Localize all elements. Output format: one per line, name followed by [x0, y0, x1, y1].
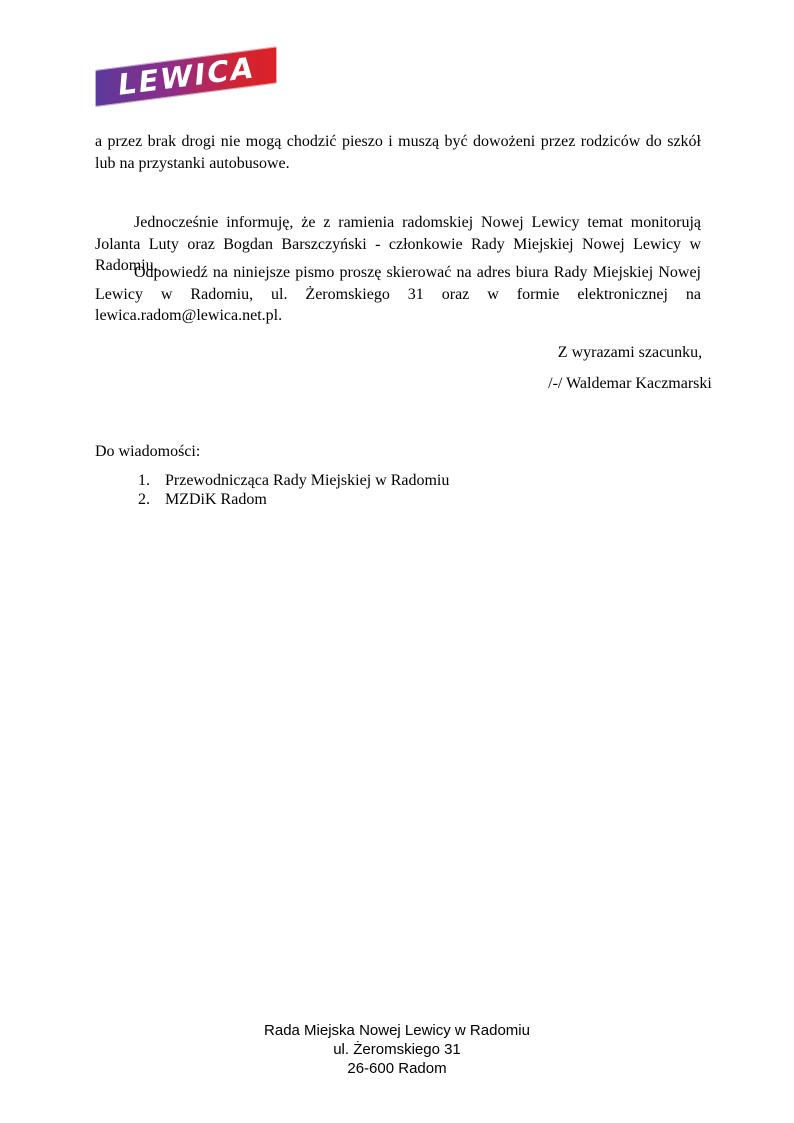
footer-line-street: ul. Żeromskiego 31 — [333, 1041, 461, 1058]
list-item-text: MZDiK Radom — [165, 491, 267, 508]
list-item-number: 1. — [138, 472, 150, 489]
cc-heading: Do wiadomości: — [95, 443, 201, 460]
cc-list — [138, 471, 449, 509]
footer-line-city: 26-600 Radom — [347, 1060, 447, 1077]
signature-block — [480, 342, 780, 394]
lewica-logo-text: LEWICA — [116, 50, 256, 103]
list-item — [138, 490, 449, 509]
signature-name: /-/ Waldemar Kaczmarski — [548, 374, 712, 392]
footer-line-organization: Rada Miejska Nowej Lewicy w Radomiu — [264, 1022, 530, 1039]
lewica-logo — [95, 46, 277, 107]
list-item — [138, 471, 449, 490]
paragraph-monitoring: Jednocześnie informuję, że z ramienia radomskiej Nowej Lewicy temat monitorują Jolanta Luty oraz Bogdan Barszczyński - członkowie Rady Miejskiej Nowej Lewicy w Radomiu. — [95, 214, 701, 274]
list-item-number: 2. — [138, 491, 150, 508]
signature-closing: Z wyrazami szacunku, — [557, 344, 703, 361]
paragraph-reply-address: Odpowiedź na niniejsze pismo proszę skierować na adres biura Rady Miejskiej Nowej Lewicy w Radomiu, ul. Żeromskiego 31 oraz w formie elektronicznej na lewica.radom@lewica.net.pl. — [95, 264, 701, 324]
footer-address — [0, 1021, 794, 1078]
paragraph-road-access: a przez brak drogi nie mogą chodzić pieszo i muszą być dowożeni przez rodziców do szkół lub na przystanki autobusowe. — [95, 133, 701, 172]
list-item-text: Przewodnicząca Rady Miejskiej w Radomiu — [165, 472, 450, 489]
